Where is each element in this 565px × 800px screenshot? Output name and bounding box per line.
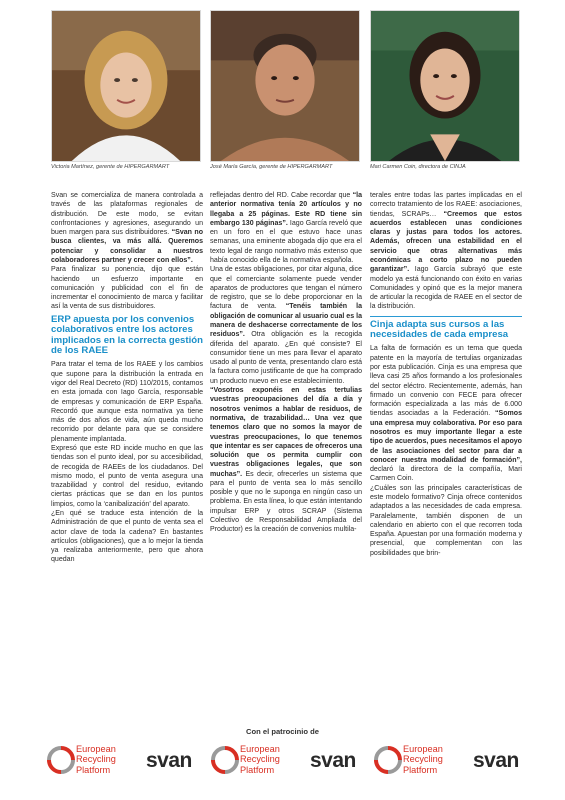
sponsor-group-3 (373, 741, 543, 781)
paragraph: Una de estas obligaciones, por citar alguna, dice que el comerciante solamente puede vender aparatos de productores que tengan el número de registro, que se lo debe proporcionar en la factura de venta. “Tenéis también la obligación de comunicar al usuario cual es la manera de deshacerse correctamente de los residuos”. Otra obligación es la recogida diferida del aparato. ¿En qué consiste? El consumidor tiene un mes para llevar el aparato usado al punto de venta, presentando claro está la factura como justificante de que ha comprado un producto nuevo en ese establecimiento. (210, 266, 362, 385)
column-2 (210, 191, 362, 535)
svan-logo: svan (473, 749, 519, 772)
erp-logo (373, 741, 465, 781)
sponsor-group-2 (210, 741, 380, 781)
paragraph: ¿En qué se traduce esta intención de la Administración de que el punto de venta sea el actor clave de toda la cadena? En bastantes artículos (obligaciones), que a lo mejor la tienda ya realizaba anteriormente, pero que ahora quedan (51, 510, 203, 564)
recycle-icon (210, 745, 240, 775)
quote: “Tenéis también la obligación de comunicar al usuario cual es la manera de deshacerse correctamente de los residuos”. (210, 303, 362, 339)
portrait-3 (371, 11, 519, 161)
section-heading-cinja: Cinja adapta sus cursos a las necesidades de cada empresa (370, 318, 509, 341)
paragraph: “Vosotros exponéis en estas tertulias vuestras preocupaciones del día a día y nosotros venimos a hablar de residuos, de normativa, de trazabilidad… Una vez que tenemos claro que no somos la mayor de vuestras preocupaciones, lo que tenemos que intentar es ser capaces de ofreceros una solución que os permita cumplir con vuestras obligaciones legales, que son muchas”. Es decir, ofrecerles un sistema que para el punto de venta sea lo más sencillo posible y que no le suponga en ningún caso un problema. En esta línea, lo que están intentando impulsar ERP y otros SCRAP (Sistema Colectivo de Responsabilidad Ampliada del Productor) es la creación de convenios multila- (210, 387, 363, 534)
paragraph: Svan se comercializa de manera controlada a través de las plataformas regionales de distribución. De este modo, se evitan confrontaciones y agresiones, asegurando un buen margen para sus distribuidores. “Svan no busca clientes, va más allá. Queremos potenciar y consolidar a nuestros colaboradores partner y crecer con ellos”. (51, 192, 204, 264)
paragraph: Expresó que este RD incide mucho en que las tiendas son el punto ideal, por su accesibilidad, de recogida de RAEEs de los ciudadanos. Del mismo modo, el punto de venta asegura una trazabilidad y control del residuo, evitando ciertas prácticas que se dan en los puntos limpios, como la ‘canibalización’ del aparato. (51, 445, 203, 508)
article-body (0, 191, 565, 721)
column-1 (51, 191, 203, 565)
portrait-1 (52, 11, 200, 161)
paragraph: reflejadas dentro del RD. Cabe recordar que “la anterior normativa tenía 20 artículos y no llegaba a 25 páginas. Este RD tiene sin embargo 130 páginas”. Iago García reveló que en un foro en el que estuvo hace unas semanas, una eminente abogada dijo que era el texto legal de rango normativo más extenso que había conocido ella de la normativa española. (210, 192, 362, 264)
paragraph: Para tratar el tema de los RAEE y los cambios que supone para la distribución la entrada en vigor del Real Decreto (RD) 110/2015, contamos en esta jornada con Iago García, responsable de empresas y comunicación de ERP España. Recordó que aunque esta normativa ya tiene más de dos años de vida, aún queda mucho recorrido por delante para que se considere plenamente implantada. (51, 361, 203, 443)
sponsor-title: Con el patrocinio de (246, 727, 319, 736)
quote: “Creemos que estos acuerdos establecen unas condiciones claras y justas para todos los actores. Además, ofrecen una estabilidad en el servicio que otras alternativas más económicas a corto plazo no pueden garantizar”. (370, 210, 522, 274)
photo-jose-maria-garcia (210, 10, 360, 162)
erp-logo (210, 741, 302, 781)
section-divider (370, 316, 522, 317)
erp-wordmark: European Recycling Platform (403, 744, 443, 775)
portrait-2 (211, 11, 359, 161)
svan-logo: svan (146, 749, 192, 772)
quote: “Svan no busca clientes, va más allá. Queremos potenciar y consolidar a nuestros colaboradores partner y crecer con ellos”. (51, 229, 204, 264)
erp-wordmark: European Recycling Platform (240, 744, 280, 775)
erp-wordmark: European Recycling Platform (76, 744, 116, 775)
photo-strip (0, 0, 565, 185)
paragraph: Para finalizar su ponencia, dijo que están haciendo un esfuerzo importante en comunicación y publicidad con el fin de incrementar el conocimiento de marca y facilitar así la venta de sus distribuidores. (51, 266, 203, 311)
paragraph: terales entre todas las partes implicadas en el correcto tratamiento de los RAEE: asociaciones, tiendas, SCRAPs… “Creemos que estos acuerdos establecen unas condiciones claras y justas para todos los actores. Además, ofrecen una estabilidad en el servicio que otras alternativas más económicas a corto plazo no pueden garantizar”. Iago García subrayó que este modelo ya está funcionando con éxito en varias Comunidades y opinó que es la mejor manera de articular la recogida de RAEE en el sector de la distribución. (370, 192, 522, 311)
svan-logo: svan (310, 749, 356, 772)
quote: “Somos una empresa muy colaborativa. Por eso para nosotros es muy importante llegar a este tipo de acuerdos, pues necesitamos el apoyo de las asociaciones del sector para dar a conocer nuestra modalidad de formación”, (370, 410, 522, 464)
caption-2: José María García, gerente de HIPERGARMART (210, 164, 333, 170)
photo-mari-carmen-coin (370, 10, 520, 162)
recycle-icon (46, 745, 76, 775)
section-heading-erp: ERP apuesta por los convenios colaborativos entre los actores implicados en la correcta gestión de los RAEE (51, 313, 203, 356)
photo-victoria-martinez (51, 10, 201, 162)
erp-logo (46, 741, 138, 781)
paragraph: La falta de formación es un tema que queda patente en la mayoría de tertulias organizadas por esta publicación. Cinja es una empresa que lleva casi 25 años formando a los profesionales del sector eléctro. Recientemente, además, han firmado un convenio con FECE para ofrecer formación especializada a las más de 6.000 tiendas asociadas a la Federación. “Somos una empresa muy colaborativa. Por eso para nosotros es muy importante llegar a este tipo de acuerdos, pues necesitamos el apoyo de las asociaciones del sector para dar a conocer nuestra modalidad de formación”, declaró la directora de la compañía, Mari Carmen Coin. (370, 345, 522, 483)
sponsor-group-1 (46, 741, 216, 781)
column-3 (370, 191, 522, 558)
quote: “la anterior normativa tenía 20 artículos y no llegaba a 25 páginas. Este RD tiene sin embargo 130 páginas”. (210, 192, 362, 227)
caption-3: Mari Carmen Coin, directora de CINJA (370, 164, 466, 170)
recycle-icon (373, 745, 403, 775)
caption-1: Victoria Martínez, gerente de HIPERGARMART (51, 164, 170, 170)
paragraph: ¿Cuáles son las principales características de este modelo formativo? Cinja ofrece contenidos adaptados a las necesidades de cada empresa. Paralelamente, también disponen de un calendario en abierto con el que recorren toda España. Apuestan por una formación moderna y presencial, que complementan con las posibilidades que brin- (370, 484, 522, 557)
sponsor-footer (0, 727, 565, 800)
quote: “Vosotros exponéis en estas tertulias vuestras preocupaciones del día a día y nosotros venimos a hablar de residuos, de normativa, de trazabilidad… Una vez que tenemos claro que no somos la mayor de vuestras preocupaciones, lo que tenemos que intentar es ser capaces de ofreceros una solución que os permita cumplir con vuestras obligaciones legales, que son muchas”. (210, 387, 362, 478)
